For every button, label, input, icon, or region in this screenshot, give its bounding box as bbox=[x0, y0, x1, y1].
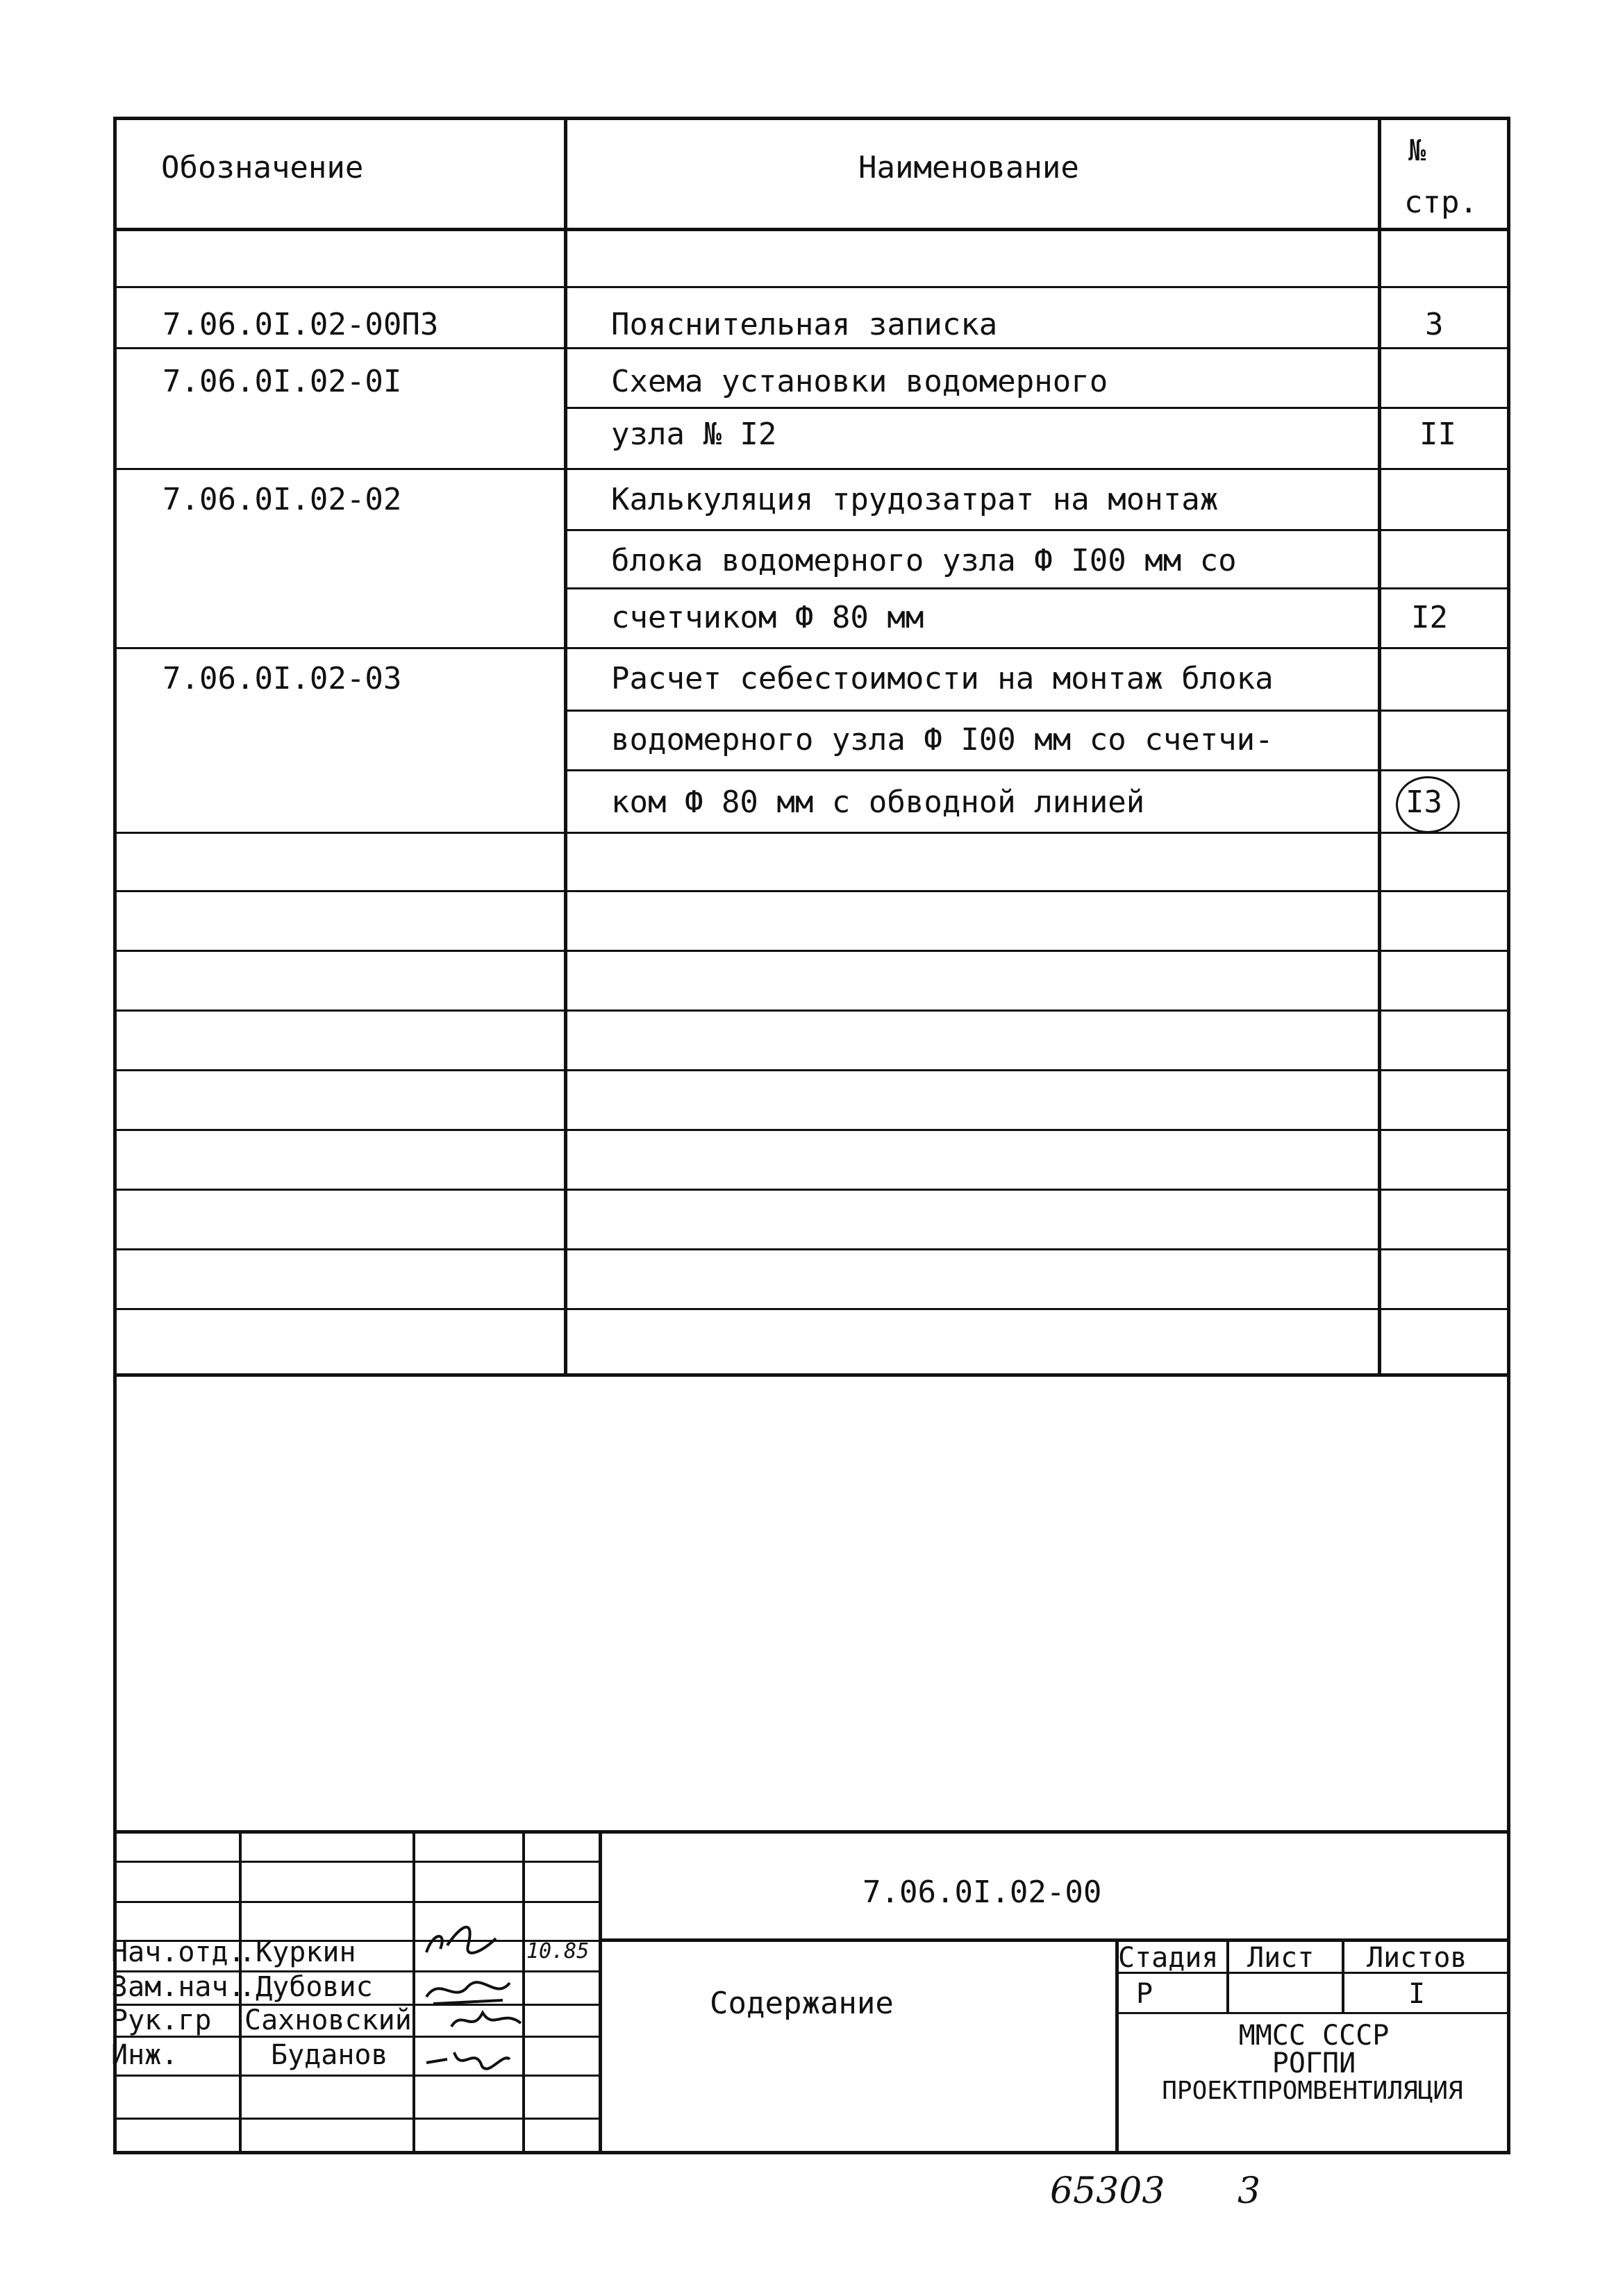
signatory-name: .Куркин bbox=[239, 1936, 356, 1968]
row-name: Схема установки водомерного bbox=[611, 364, 1108, 399]
signature-3 bbox=[444, 2002, 528, 2037]
signatory-role: Нач.отд. bbox=[111, 1936, 245, 1968]
handwritten-page: 3 bbox=[1238, 2170, 1261, 2212]
signatory-role: Инж. bbox=[111, 2039, 178, 2071]
sheets-value: I bbox=[1408, 1978, 1426, 2010]
row-line bbox=[115, 832, 1509, 834]
signatory-name: .Дубовис bbox=[239, 1971, 373, 2003]
row-name: Калькуляция трудозатрат на монтаж bbox=[611, 482, 1219, 517]
row-name: водомерного узла Ф I00 мм со счетчи- bbox=[611, 722, 1274, 757]
table-col-divider-1 bbox=[564, 118, 567, 1375]
row-page: II bbox=[1419, 417, 1456, 452]
signatory-role: Зам.нач. bbox=[111, 1971, 245, 2003]
stamp-col-line bbox=[412, 1830, 415, 2154]
handwritten-number: 65303 bbox=[1050, 2170, 1165, 2212]
row-line bbox=[115, 286, 1509, 288]
row-line bbox=[115, 1069, 1509, 1071]
row-line bbox=[115, 890, 1509, 892]
document-code: 7.06.0I.02-00 bbox=[862, 1875, 1102, 1910]
row-line bbox=[115, 950, 1509, 952]
org-line-2: РОГПИ bbox=[1272, 2047, 1356, 2079]
table-bottom-line bbox=[115, 1373, 1509, 1377]
title-block-top-line bbox=[115, 1830, 1509, 1834]
table-col-divider-2 bbox=[1378, 118, 1381, 1375]
row-line bbox=[564, 710, 1509, 712]
header-page-no: № bbox=[1408, 133, 1426, 167]
row-name: Расчет себестоимости на монтаж блока bbox=[611, 661, 1274, 696]
row-designation: 7.06.0I.02-03 bbox=[162, 661, 402, 696]
signatory-date: 10.85 bbox=[526, 1939, 590, 1963]
row-page: I2 bbox=[1411, 600, 1448, 635]
row-name: счетчиком Ф 80 мм bbox=[611, 600, 924, 635]
signature-1 bbox=[419, 1911, 517, 1973]
signatory-role: Рук.гр bbox=[111, 2004, 212, 2036]
row-line bbox=[115, 1129, 1509, 1131]
stamp-row-line bbox=[115, 2118, 599, 2120]
header-bottom-line bbox=[115, 228, 1509, 231]
stamp-row-line bbox=[115, 2075, 599, 2077]
stamp-stage-line bbox=[1115, 2012, 1509, 2014]
row-line bbox=[564, 407, 1509, 409]
signatory-name: Сахновский bbox=[244, 2004, 412, 2036]
row-line bbox=[115, 1308, 1509, 1310]
row-line bbox=[115, 347, 1509, 349]
sheet-label: Лист bbox=[1247, 1942, 1315, 1974]
stamp-col-line bbox=[522, 1830, 525, 2154]
sheets-label: Листов bbox=[1367, 1942, 1467, 1974]
row-line bbox=[564, 769, 1509, 771]
org-line-1: ММСС СССР bbox=[1238, 2020, 1390, 2052]
row-designation: 7.06.0I.02-02 bbox=[162, 482, 402, 517]
row-name: Пояснительная записка bbox=[611, 307, 998, 342]
org-line-3: ПРОЕКТПРОМВЕНТИЛЯЦИЯ bbox=[1162, 2077, 1463, 2105]
row-designation: 7.06.0I.02-0I bbox=[162, 364, 402, 399]
stamp-row-line bbox=[115, 1901, 599, 1903]
stage-label: Стадия bbox=[1118, 1942, 1219, 1974]
row-line bbox=[115, 647, 1509, 649]
row-line bbox=[564, 587, 1509, 589]
drawing-frame bbox=[113, 117, 1510, 2154]
stamp-stage-col bbox=[1226, 1938, 1229, 2012]
signature-4 bbox=[419, 2038, 517, 2080]
row-line bbox=[564, 529, 1509, 531]
row-line bbox=[115, 468, 1509, 470]
row-page: 3 bbox=[1425, 307, 1444, 342]
header-designation: Обозначение bbox=[161, 150, 364, 185]
row-page: I3 bbox=[1406, 785, 1442, 820]
header-name: Наименование bbox=[858, 150, 1079, 185]
row-line bbox=[115, 1189, 1509, 1191]
stage-value: Р bbox=[1136, 1978, 1153, 2010]
row-designation: 7.06.0I.02-00ПЗ bbox=[162, 307, 439, 342]
header-page-label: стр. bbox=[1404, 185, 1478, 220]
row-name: блока водомерного узла Ф I00 мм со bbox=[611, 543, 1237, 578]
stamp-stage-col bbox=[1342, 1938, 1344, 2012]
stamp-row-line bbox=[115, 1861, 599, 1863]
signatory-name: Буданов bbox=[271, 2039, 388, 2071]
row-line bbox=[115, 1248, 1509, 1250]
row-name: ком Ф 80 мм с обводной линией bbox=[611, 785, 1145, 820]
row-line bbox=[115, 1009, 1509, 1012]
row-name: узла № I2 bbox=[611, 417, 777, 452]
stamp-col-line bbox=[599, 1830, 602, 2154]
document-title: Содержание bbox=[710, 1986, 894, 2021]
